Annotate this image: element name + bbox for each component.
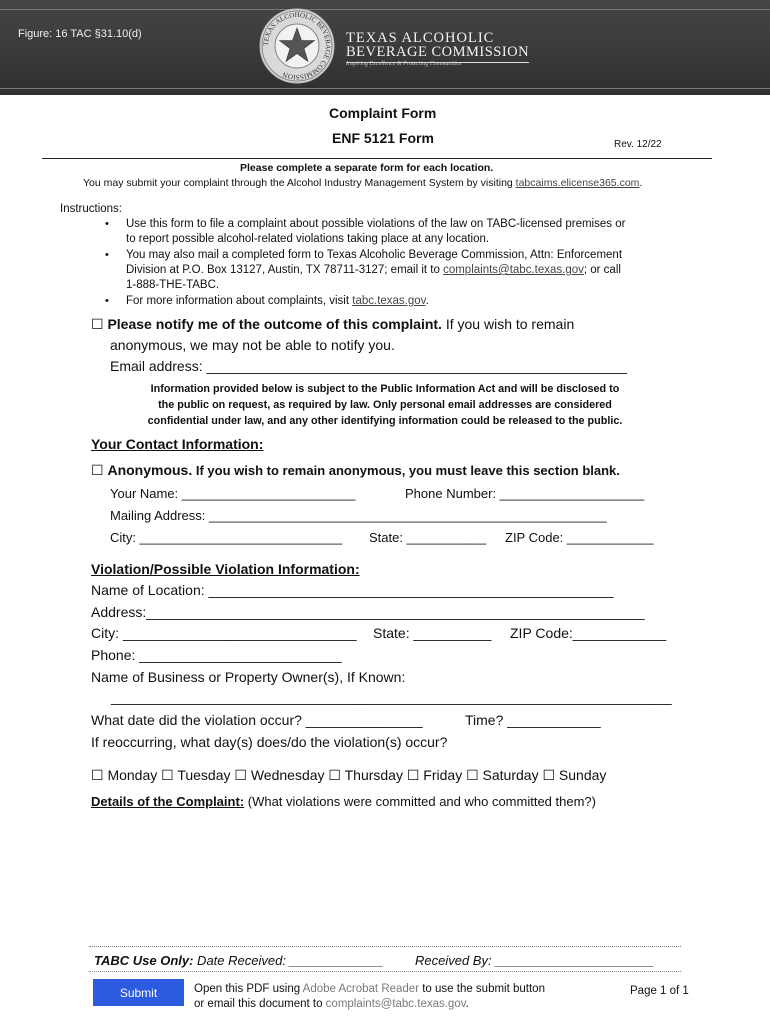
title-divider [42, 158, 712, 159]
phone-number-field[interactable]: Phone Number: ____________________ [405, 486, 645, 501]
notify-text: If you wish to remain [441, 316, 575, 332]
agency-name-line1: TEXAS ALCOHOLIC [346, 30, 495, 46]
aims-link[interactable]: tabcaims.elicense365.com [515, 177, 640, 189]
violation-section-heading: Violation/Possible Violation Information: [91, 561, 360, 577]
complaints-email-link[interactable]: complaints@tabc.texas.gov [443, 264, 584, 276]
instructions-heading: Instructions: [60, 203, 122, 215]
instruction-3-text: For more information about complaints, visit [126, 295, 353, 307]
agency-tagline: Inspiring Excellence & Protecting Communities [346, 61, 462, 67]
figure-label: Figure: 16 TAC §31.10(d) [18, 28, 142, 40]
bullet-icon: • [105, 218, 109, 230]
notify-anonymity-note: anonymous, we may not be able to notify you. [110, 337, 395, 353]
date-received-field: Date Received: _____________ [193, 953, 384, 968]
received-by-field: Received By: ______________________ [415, 953, 655, 968]
day-saturday-checkbox[interactable]: ☐ Saturday [466, 767, 539, 783]
tabc-website-link[interactable]: tabc.texas.gov [352, 295, 426, 307]
contact-section-heading: Your Contact Information: [91, 436, 264, 452]
day-wednesday-checkbox[interactable]: ☐ Wednesday [234, 767, 325, 783]
details-hint: (What violations were committed and who committed them?) [244, 794, 596, 809]
instruction-2-line1: You may also mail a completed form to Texas Alcoholic Beverage Commission, Attn: Enforcement [126, 249, 623, 261]
form-revision: Rev. 12/22 [614, 139, 662, 150]
violation-time-field[interactable]: Time? ____________ [465, 712, 601, 728]
office-top-rule [89, 946, 681, 947]
form-title: Complaint Form [329, 105, 437, 121]
office-bottom-rule [89, 971, 681, 972]
pia-line-3: confidential under law, and any other identifying information could be released to the public. [147, 415, 623, 427]
pia-line-1: Information provided below is subject to the Public Information Act and will be disclosed to [150, 383, 620, 395]
instruction-3-suffix: . [425, 295, 429, 307]
banner-top-rule [0, 9, 770, 10]
day-thursday-checkbox[interactable]: ☐ Thursday [328, 767, 403, 783]
details-heading: Details of the Complaint: [91, 794, 245, 809]
notify-checkbox[interactable]: ☐ [91, 316, 104, 332]
complaint-details-area[interactable] [91, 815, 691, 940]
owner-field[interactable]: ________________________________________________________________________ [111, 689, 672, 705]
tabc-seal-logo [258, 7, 336, 85]
notify-row [91, 316, 574, 333]
contact-city-field[interactable]: City: ____________________________ [110, 530, 343, 545]
contact-zip-field[interactable]: ZIP Code: ____________ [505, 530, 654, 545]
footer-note-text2: to use the submit button [419, 983, 545, 995]
weekday-checkboxes [91, 767, 606, 784]
page-number: Page 1 of 1 [630, 985, 689, 997]
anonymous-checkbox[interactable]: ☐ [91, 462, 104, 478]
office-use-row [94, 953, 384, 968]
submit-online-text: You may submit your complaint through the Alcohol Industry Management System by visiting [83, 177, 516, 189]
instruction-3 [126, 294, 429, 309]
location-phone-field[interactable]: Phone: __________________________ [91, 647, 342, 663]
owner-label: Name of Business or Property Owner(s), If Known: [91, 669, 406, 685]
pia-notice [80, 381, 690, 429]
anonymous-row [91, 462, 620, 479]
bullet-icon: • [105, 295, 109, 307]
location-state-field[interactable]: State: __________ [373, 625, 492, 641]
location-zip-field[interactable]: ZIP Code:____________ [510, 625, 667, 641]
day-monday-checkbox[interactable]: ☐ Monday [91, 767, 158, 783]
mailing-address-field[interactable]: Mailing Address: _______________________________________________________ [110, 508, 607, 523]
recurring-label: If reoccurring, what day(s) does/do the violation(s) occur? [91, 734, 448, 750]
anonymous-label: Anonymous. [107, 462, 193, 478]
instruction-2-suffix: ; or call [583, 264, 621, 276]
form-number: ENF 5121 Form [332, 130, 434, 146]
footer-note-line1 [194, 982, 545, 997]
day-friday-checkbox[interactable]: ☐ Friday [406, 767, 463, 783]
your-name-field[interactable]: Your Name: ________________________ [110, 486, 356, 501]
footer-email-link[interactable]: complaints@tabc.texas.gov [325, 998, 466, 1010]
seal-ring-text: TEXAS ALCOHOLIC BEVERAGE COMMISSION [261, 10, 333, 82]
agency-name-line2: BEVERAGE COMMISSION [346, 44, 529, 63]
anonymous-note: If you wish to remain anonymous, you must leave this section blank. [192, 463, 620, 478]
bullet-icon: • [105, 249, 109, 261]
footer-note-suffix: . [465, 998, 469, 1010]
location-city-field[interactable]: City: ______________________________ [91, 625, 357, 641]
email-address-field[interactable]: Email address: ______________________________________________________ [110, 358, 627, 374]
pia-line-2: the public on request, as required by law. Only personal email addresses are considered [158, 399, 612, 411]
day-sunday-checkbox[interactable]: ☐ Sunday [542, 767, 607, 783]
footer-note-text: Open this PDF using [194, 983, 303, 995]
office-use-label: TABC Use Only: [94, 953, 194, 968]
submit-button[interactable]: Submit [93, 979, 184, 1006]
location-address-field[interactable]: Address:________________________________________________________________ [91, 604, 645, 620]
details-row [91, 794, 596, 809]
submit-online-note [83, 177, 642, 189]
footer-note-line2 [194, 997, 469, 1012]
footer-note-text3: or email this document to [194, 998, 326, 1010]
header-banner [0, 0, 770, 95]
day-tuesday-checkbox[interactable]: ☐ Tuesday [161, 767, 231, 783]
separate-location-note: Please complete a separate form for each location. [240, 162, 494, 174]
banner-bottom-rule [0, 88, 770, 89]
acrobat-reader-link[interactable]: Adobe Acrobat Reader [302, 983, 420, 995]
notify-label: Please notify me of the outcome of this complaint. [107, 316, 442, 332]
instruction-1-line2: to report possible alcohol-related violations taking place at any location. [126, 233, 490, 245]
violation-date-field[interactable]: What date did the violation occur? _______________ [91, 712, 423, 728]
location-name-field[interactable]: Name of Location: ____________________________________________________ [91, 582, 614, 598]
submit-online-suffix: . [639, 177, 643, 189]
instruction-1-line1: Use this form to file a complaint about possible violations of the law on TABC-licensed premises or [126, 218, 626, 230]
instruction-2-line3: 1-888-THE-TABC. [126, 279, 220, 291]
contact-state-field[interactable]: State: ___________ [369, 530, 487, 545]
instruction-2-text: Division at P.O. Box 13127, Austin, TX 78711-3127; email it to [126, 264, 444, 276]
instruction-2-line2 [126, 263, 621, 278]
